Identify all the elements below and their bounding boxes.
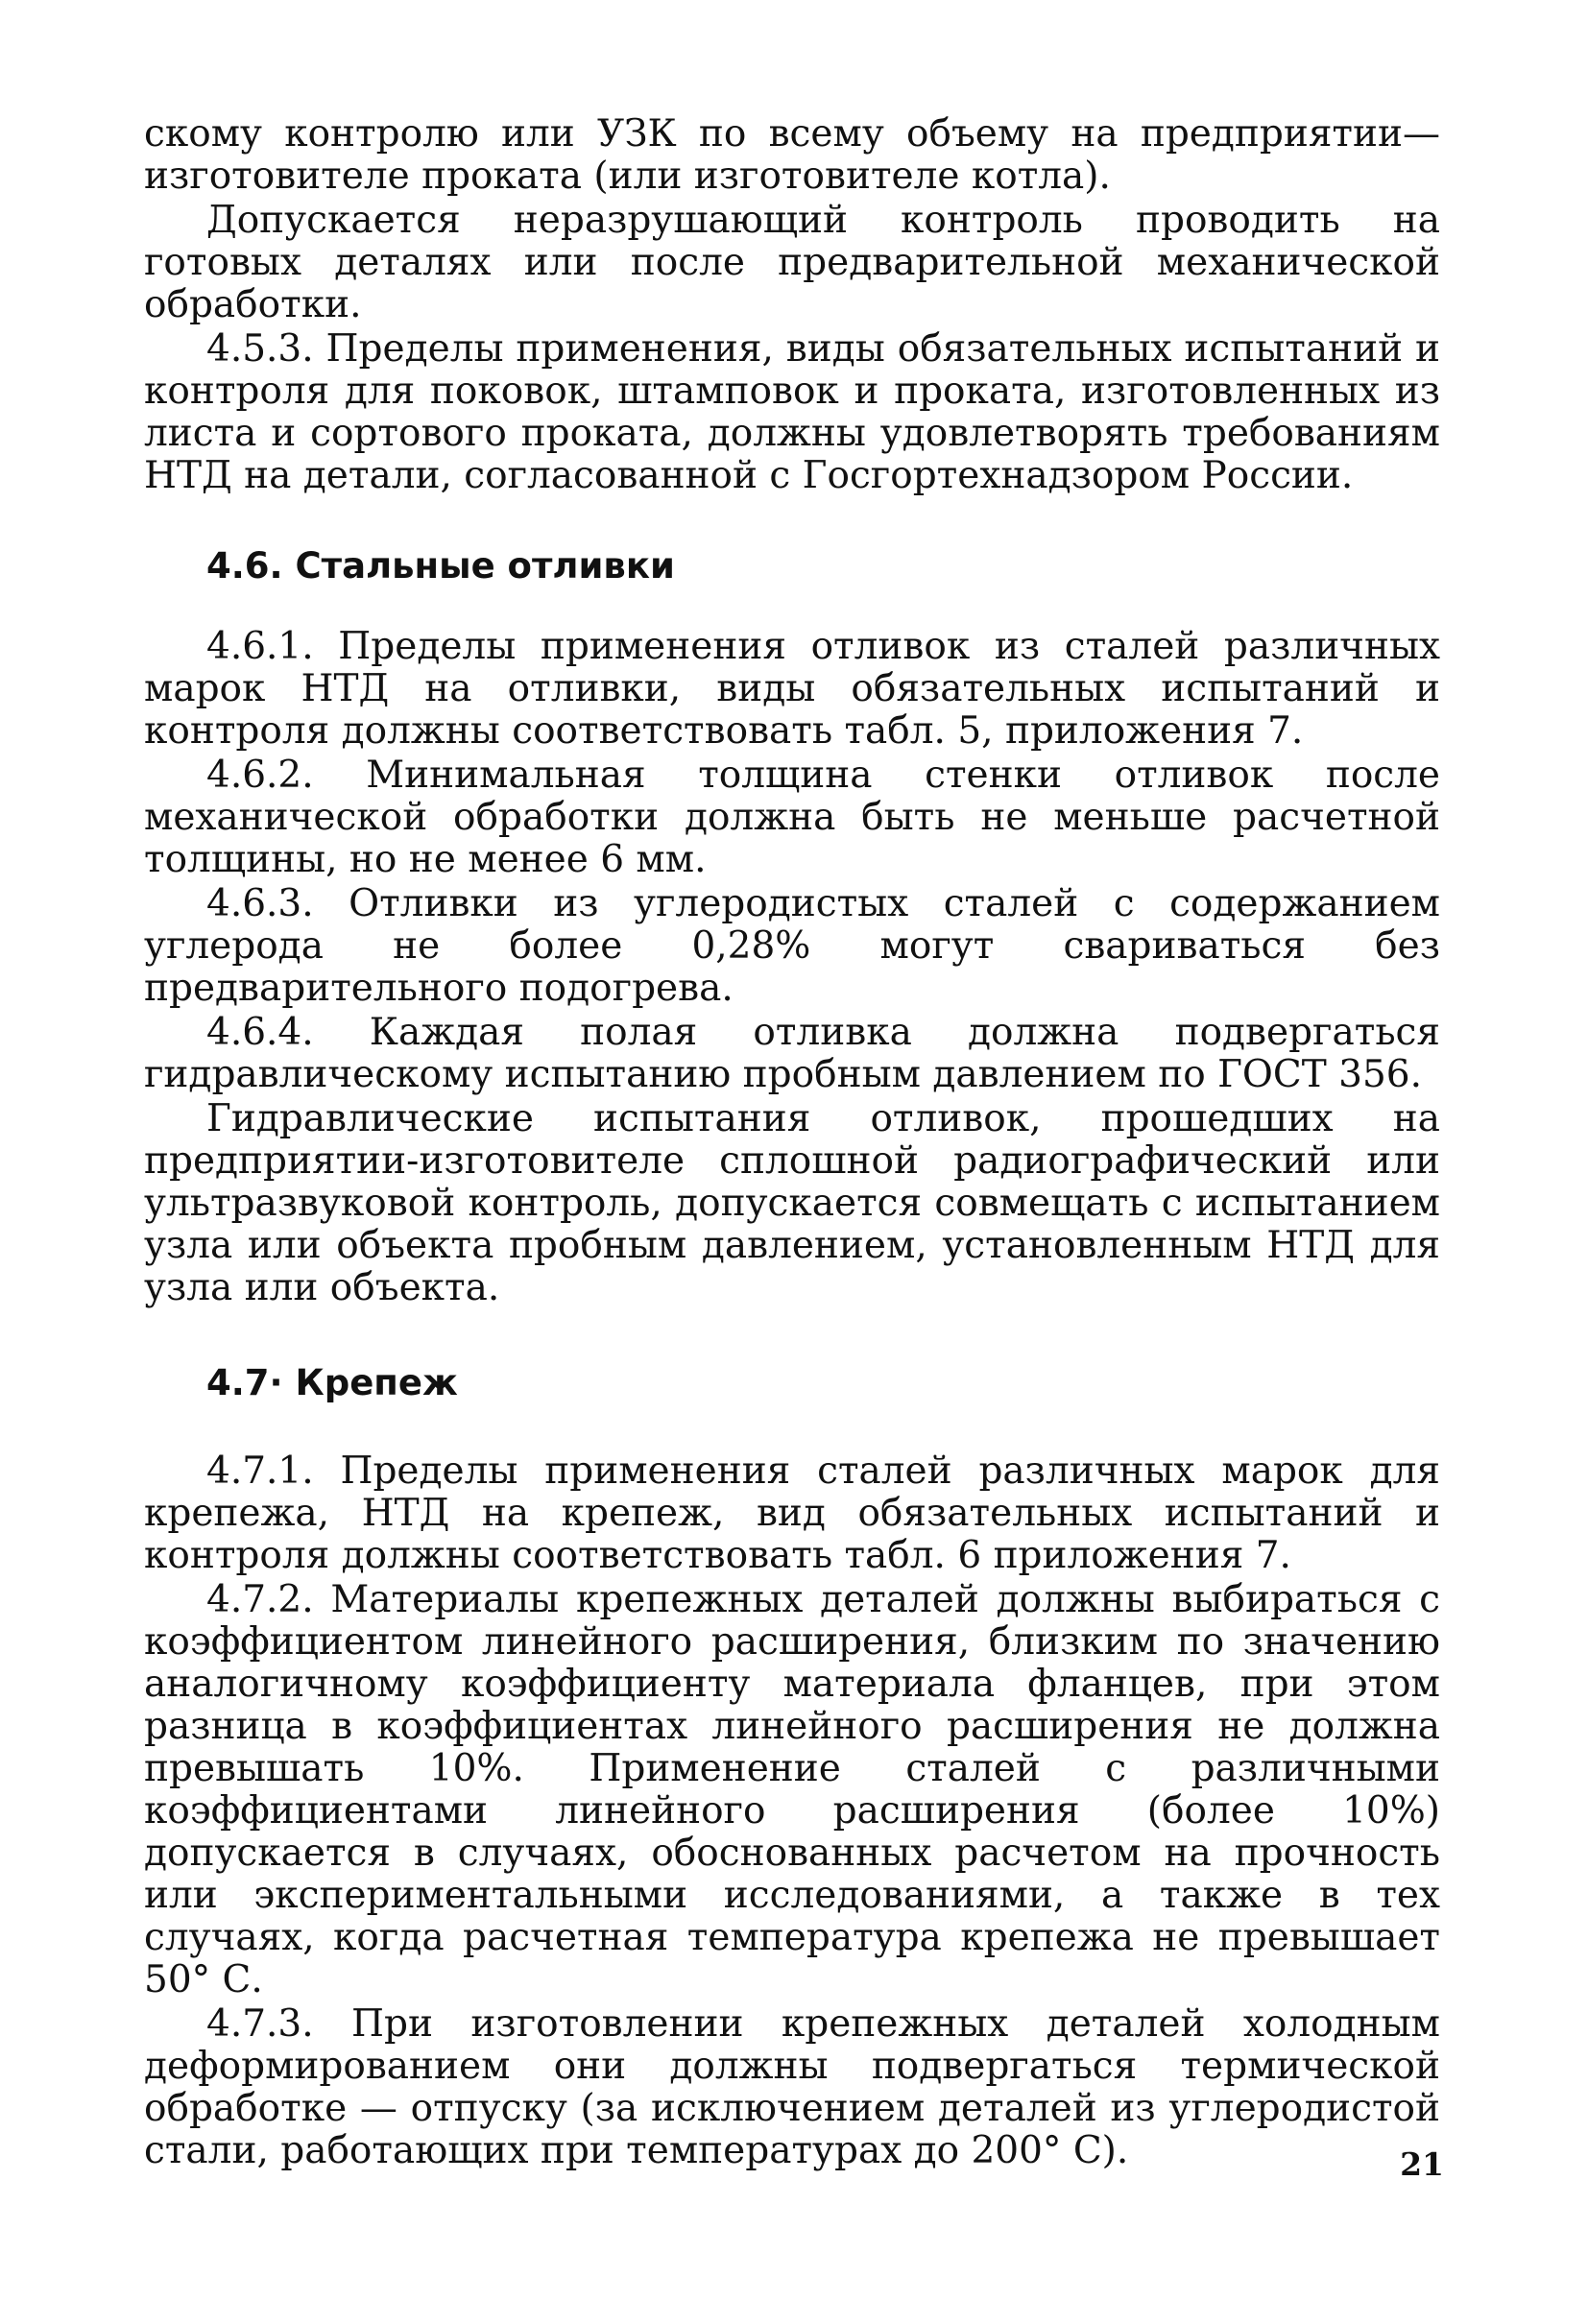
paragraph-ndt-permitted: Допускается неразрушающий контроль проводить на готовых деталях или после предварительной механической обработки.	[144, 199, 1440, 326]
document-page	[144, 113, 1440, 2172]
paragraph-continuation: скому контролю или УЗК по всему объему на предприятии— изготовителе проката (или изготовителе котла).	[144, 112, 1440, 198]
paragraph-4-6-2: 4.6.2. Минимальная толщина стенки отливок после механической обработки должна быть не меньше расчетной толщины, но не менее 6 мм.	[144, 754, 1440, 881]
paragraph-4-6-1: 4.6.1. Пределы применения отливок из сталей различных марок НТД на отливки, виды обязательных испытаний и контроля должны соответствовать табл. 5, приложения 7.	[144, 625, 1440, 753]
paragraph-4-6-4: 4.6.4. Каждая полая отливка должна подвергаться гидравлическому испытанию пробным давлением по ГОСТ 356.	[144, 1011, 1440, 1096]
paragraph-hydraulic-tests: Гидравлические испытания отливок, прошедших на предприятии-изготовителе сплошной радиографический или ультразвуковой контроль, допускается совмещать с испытанием узла или объекта пробным давлением, установленным НТД для узла или объекта.	[144, 1097, 1440, 1309]
paragraph-4-6-3: 4.6.3. Отливки из углеродистых сталей с содержанием углерода не более 0,28% могут свариваться без предварительного подогрева.	[144, 882, 1440, 1010]
section-heading-4-6: 4.6. Стальные отливки	[206, 545, 675, 587]
paragraph-4-7-3: 4.7.3. При изготовлении крепежных деталей холодным деформированием они должны подвергаться термической обработке — отпуску (за исключением деталей из углеродистой стали, работающих при температурах до 200° С).	[144, 2002, 1440, 2172]
page-number: 21	[1400, 2145, 1444, 2183]
paragraph-4-7-2: 4.7.2. Материалы крепежных деталей должны выбираться с коэффициентом линейного расширения, близким по значению аналогичному коэффициенту материала фланцев, при этом разница в коэффициентах линейного расширения не должна превышать 10%. Применение сталей с различными коэффициентами линейного расширения (более 10%) допускается в случаях, обоснованных расчетом на прочность или экспериментальными исследованиями, а также в тех случаях, когда расчетная температура крепежа не превышает 50° С.	[144, 1578, 1440, 2001]
paragraph-4-5-3: 4.5.3. Пределы применения, виды обязательных испытаний и контроля для поковок, штамповок и проката, изготовленных из листа и сортового проката, должны удовлетворять требованиям НТД на детали, согласованной с Госгортехнадзором России.	[144, 327, 1440, 497]
paragraph-4-7-1: 4.7.1. Пределы применения сталей различных марок для крепежа, НТД на крепеж, вид обязательных испытаний и контроля должны соответствовать табл. 6 приложения 7.	[144, 1450, 1440, 1577]
section-heading-4-7: 4.7· Крепеж	[206, 1362, 458, 1403]
